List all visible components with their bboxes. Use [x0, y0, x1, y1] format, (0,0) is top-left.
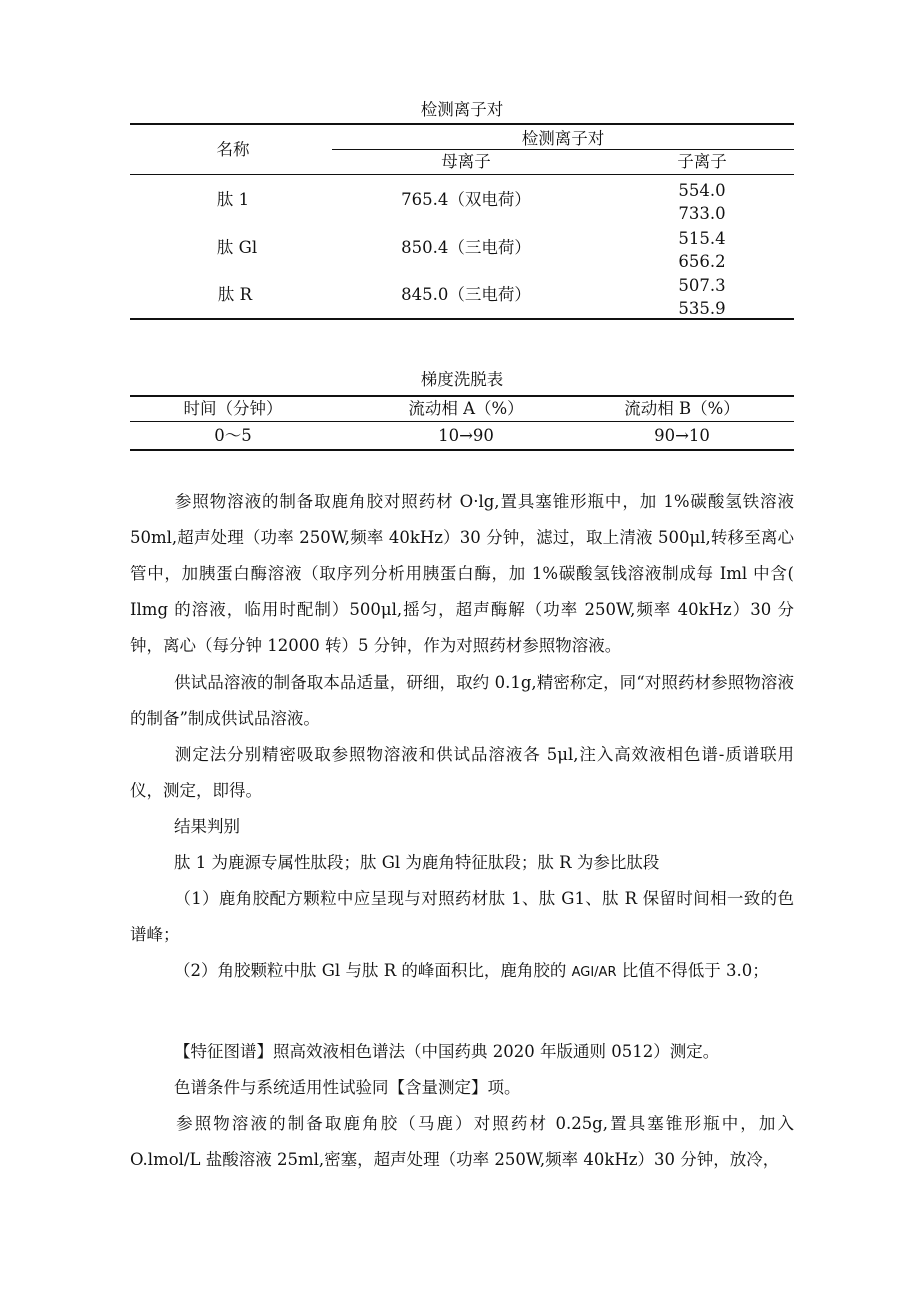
ratio-symbol: AGI/AR: [571, 965, 617, 980]
table2-header-b: 流动相 B（%）: [624, 399, 740, 418]
table1-bottom-rule: [130, 318, 794, 320]
row-b: 90→10: [654, 426, 710, 445]
row-child-2: 656.2: [678, 252, 726, 271]
row-child-2: 535.9: [678, 299, 726, 318]
table1-header-child: 子离子: [677, 152, 727, 171]
paragraph-sample-prep: 供试品溶液的制备取本品适量，研细，取约 0.1g,精密称定，同“对照药材参照物溶液的制备”制成供试品溶液。: [130, 673, 794, 728]
row-name: 肽 R: [217, 285, 253, 304]
row-child-1: 554.0: [678, 181, 726, 200]
table2-top-rule: [130, 395, 794, 397]
row-child-1: 515.4: [678, 229, 726, 248]
paragraph-reference-prep-2: 参照物溶液的制备取鹿角胶（马鹿）对照药材 0.25g,置具塞锥形瓶中，加入 O.lmol/L 盐酸溶液 25ml,密塞，超声处理（功率 250W,频率 40kHz）30 分钟，放冷，: [130, 1114, 794, 1169]
paragraph-criterion-2: （2）角胶颗粒中肽 Gl 与肽 R 的峰面积比，鹿角胶的 AGI/AR 比值不得低于 3.0；: [174, 961, 769, 980]
table2-header-time: 时间（分钟）: [183, 399, 283, 418]
table1-group-rule: [332, 149, 794, 150]
table1-header-parent: 母离子: [441, 152, 491, 171]
row-time: 0～5: [214, 426, 252, 445]
row-name: 肽 1: [216, 190, 250, 209]
table2-header-a: 流动相 A（%）: [408, 399, 524, 418]
row-child-2: 733.0: [678, 204, 726, 223]
row-parent: 850.4（三电荷）: [401, 238, 531, 257]
table2-title: 梯度洗脱表: [420, 370, 504, 389]
table1-title: 检测离子对: [420, 100, 504, 119]
row-child-1: 507.3: [678, 276, 726, 295]
paragraph-fingerprint: 【特征图谱】照高效液相色谱法（中国药典 2020 年版通则 0512）测定。: [174, 1042, 720, 1061]
table2-bottom-rule: [130, 449, 794, 451]
table1-top-rule: [130, 123, 794, 125]
paragraph-method: 测定法分别精密吸取参照物溶液和供试品溶液各 5μl,注入高效液相色谱-质谱联用仪，测定，即得。: [130, 745, 794, 800]
paragraph-result-heading: 结果判别: [174, 817, 240, 836]
table1-header-group: 检测离子对: [521, 129, 605, 148]
paragraph-criterion-1: （1）鹿角胶配方颗粒中应呈现与对照药材肽 1、肽 G1、肽 R 保留时间相一致的色谱峰；: [130, 889, 794, 944]
table2-header-rule: [130, 421, 794, 422]
row-name: 肽 Gl: [216, 238, 258, 257]
row-parent: 845.0（三电荷）: [401, 285, 531, 304]
paragraph-chromatography: 色谱条件与系统适用性试验同【含量测定】项。: [174, 1078, 521, 1097]
table1-header-rule: [130, 174, 794, 175]
table1-header-name: 名称: [216, 140, 250, 159]
row-parent: 765.4（双电荷）: [401, 190, 531, 209]
paragraph-peptide-roles: 肽 1 为鹿源专属性肽段；肽 Gl 为鹿角特征肽段；肽 R 为参比肽段: [174, 853, 660, 872]
row-a: 10→90: [438, 426, 494, 445]
paragraph-reference-prep: 参照物溶液的制备取鹿角胶对照药材 O·lg,置具塞锥形瓶中，加 1%碳酸氢铁溶液 50ml,超声处理（功率 250W,频率 40kHz）30 分钟，滤过，取上清液 500μl,转移至离心管中，加胰蛋白酶溶液（取序列分析用胰蛋白酶，加 1%碳酸氢钱溶液制成每 Iml 中含( Ilmg 的溶液，临用时配制）500μl,摇匀，超声酶解（功率 250W,频率 40kHz）30 分钟，离心（每分钟 12000 转）5 分钟，作为对照药材参照物溶液。: [130, 492, 794, 655]
